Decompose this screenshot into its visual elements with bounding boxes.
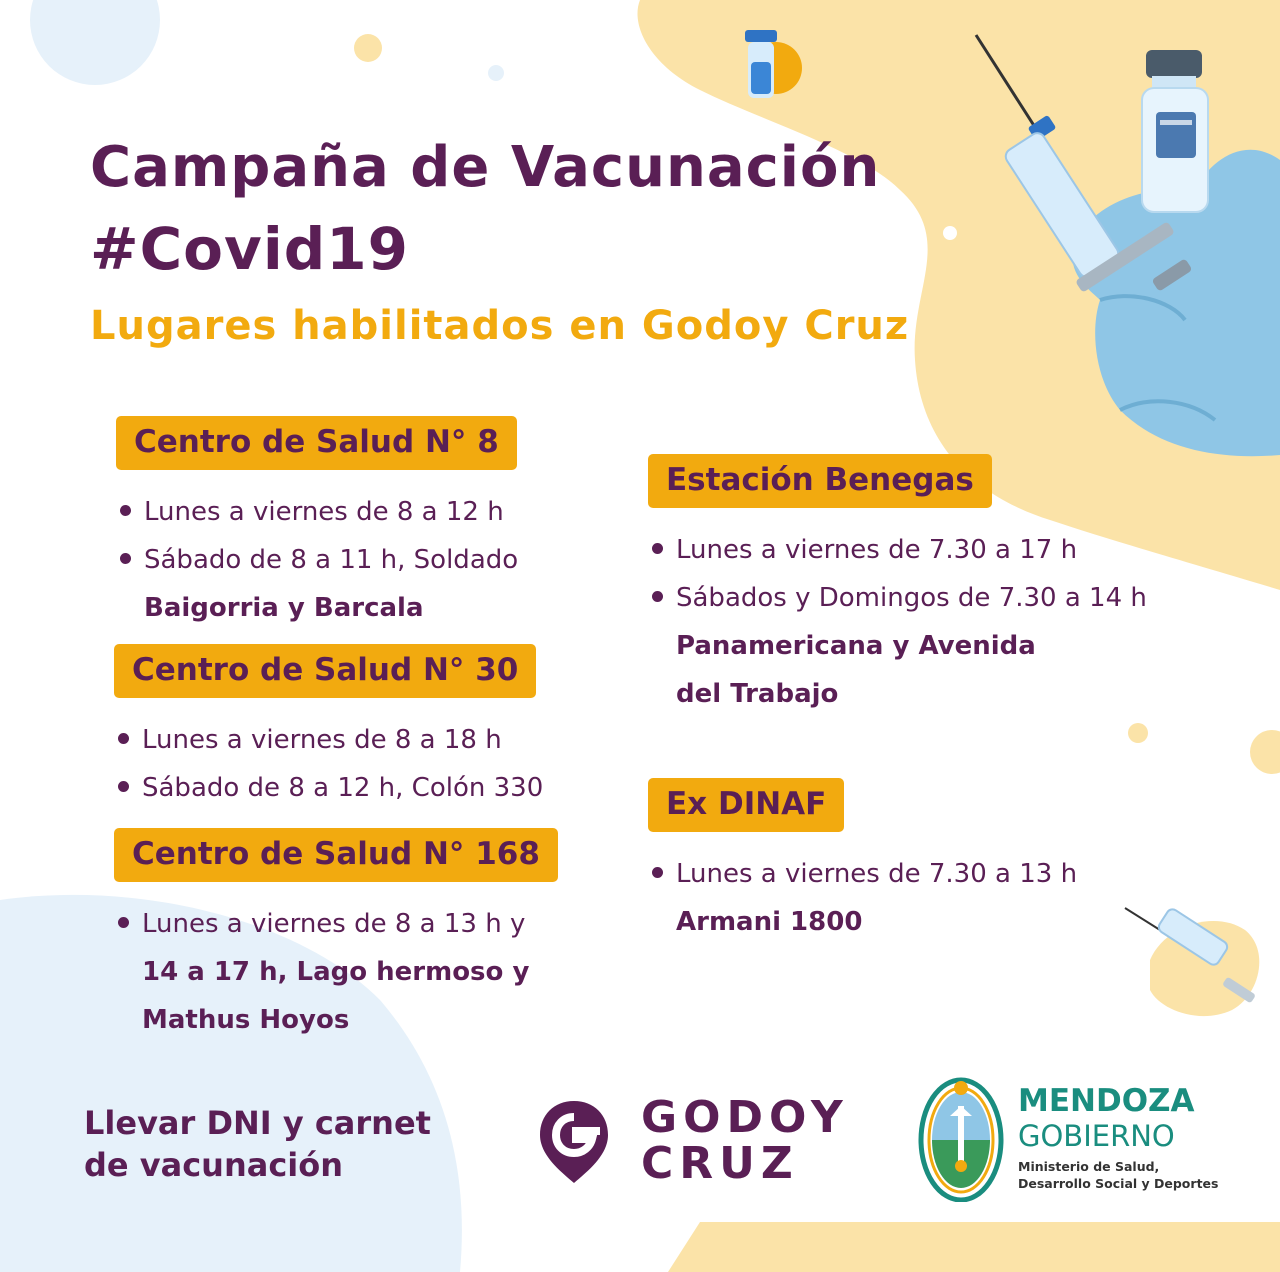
ministry-line: Desarrollo Social y Deportes (1018, 1176, 1219, 1191)
mendoza-coat-of-arms-icon (918, 1076, 1004, 1202)
gobierno-wordmark: GOBIERNO (1018, 1119, 1175, 1153)
small-blue-dot (488, 65, 504, 81)
cream-dot-2 (1128, 723, 1148, 743)
site-address: del Trabajo (676, 679, 839, 710)
ministry-name (1018, 1158, 1218, 1192)
godoy-cruz-line: CRUZ (641, 1138, 799, 1189)
schedule-item: Lunes a viernes de 8 a 18 h (114, 716, 543, 764)
site-centro-salud-168 (114, 828, 558, 1044)
godoy-cruz-wordmark (641, 1092, 849, 1189)
ministry-line: Ministerio de Salud, (1018, 1159, 1160, 1174)
schedule-list (116, 488, 518, 584)
site-name: Centro de Salud N° 168 (114, 828, 558, 882)
site-centro-salud-8 (116, 416, 518, 632)
schedule-list (114, 900, 558, 948)
bottom-stripe (668, 1222, 1280, 1272)
schedule-list (114, 716, 543, 812)
page-title: Campaña de Vacunación (90, 135, 881, 200)
footer-note-line: de vacunación (84, 1146, 344, 1184)
site-name: Centro de Salud N° 8 (116, 416, 517, 470)
site-address: Mathus Hoyos (142, 1005, 350, 1036)
footer-note-line: Llevar DNI y carnet (84, 1104, 431, 1142)
vaccine-bottle-icon (1142, 50, 1208, 212)
schedule-item: Sábado de 8 a 12 h, Colón 330 (114, 764, 543, 812)
schedule-item: Lunes a viernes de 7.30 a 17 h (648, 526, 1147, 574)
mendoza-gobierno-logo (918, 1076, 1218, 1206)
cream-dot-3 (1250, 730, 1280, 774)
godoy-cruz-line: GODOY (641, 1092, 849, 1143)
site-name: Ex DINAF (648, 778, 844, 832)
site-name: Centro de Salud N° 30 (114, 644, 536, 698)
schedule-item: Lunes a viernes de 7.30 a 13 h (648, 850, 1077, 898)
site-centro-salud-30 (114, 644, 543, 812)
top-left-blob (30, 0, 160, 85)
site-name: Estación Benegas (648, 454, 992, 508)
site-address: Armani 1800 (676, 907, 863, 938)
footer-note (84, 1102, 431, 1186)
site-ex-dinaf (648, 778, 1077, 946)
schedule-item: Lunes a viernes de 8 a 13 h y (114, 900, 558, 948)
schedule-item: Sábado de 8 a 11 h, Soldado (116, 536, 518, 584)
schedule-item: Lunes a viernes de 8 a 12 h (116, 488, 518, 536)
cream-dot-1 (354, 34, 382, 62)
schedule-list (648, 526, 1147, 622)
site-estacion-benegas (648, 454, 1147, 718)
site-address: Panamericana y Avenida (676, 631, 1036, 662)
page-subtitle: Lugares habilitados en Godoy Cruz (90, 303, 910, 349)
page-hashtag: #Covid19 (90, 215, 409, 283)
site-address: 14 a 17 h, Lago hermoso y (142, 957, 530, 988)
mendoza-wordmark: MENDOZA (1018, 1083, 1195, 1119)
site-address: Baigorria y Barcala (144, 593, 424, 624)
white-dot (943, 226, 957, 240)
schedule-item: Sábados y Domingos de 7.30 a 14 h (648, 574, 1147, 622)
schedule-list (648, 850, 1077, 898)
godoy-cruz-logo-icon (536, 1097, 612, 1187)
godoy-cruz-logo (536, 1092, 866, 1190)
